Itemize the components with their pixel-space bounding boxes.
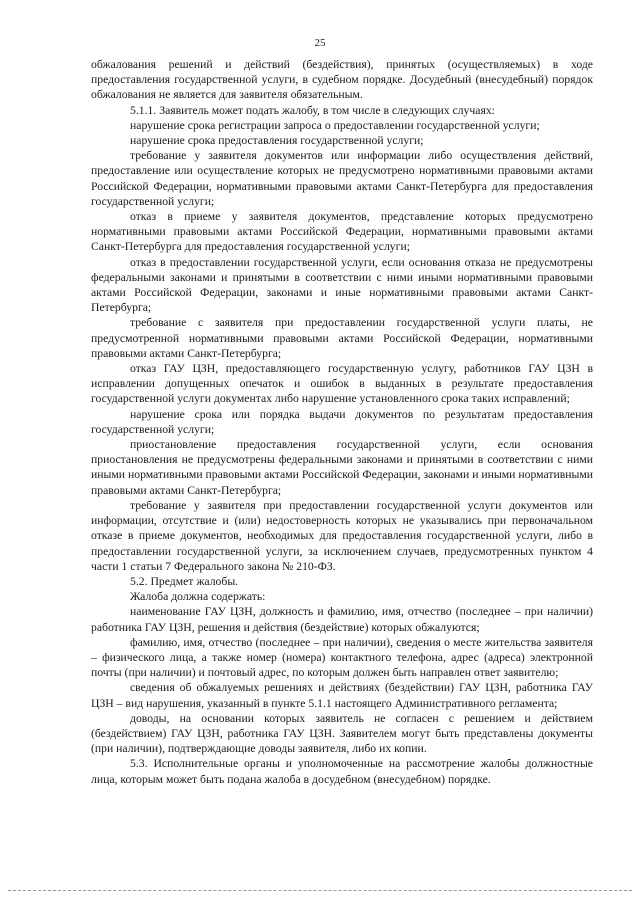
paragraph: доводы, на основании которых заявитель не согласен с решением и действием (бездействием) ГАУ ЦЗН, работника ГАУ ЦЗН. Заявителем могут быть представлены документы (при наличии), подтверждающие доводы заявителя, либо их копии. <box>91 711 593 756</box>
paragraph: отказ ГАУ ЦЗН, предоставляющего государственную услугу, работников ГАУ ЦЗН в исправлении допущенных опечаток и ошибок в выданных в результате предоставления государственной услуги документах либо нарушение установленного срока таких исправлений; <box>91 362 593 406</box>
paragraph: требование с заявителя при предоставлении государственной услуги платы, не предусмотренной нормативными правовыми актами Российской Федерации, нормативными правовыми актами Санкт-Петербурга; <box>91 316 593 360</box>
scan-edge-divider <box>8 890 632 891</box>
paragraph: нарушение срока предоставления государственной услуги; <box>130 134 424 148</box>
paragraph: нарушение срока регистрации запроса о предоставлении государственной услуги; <box>130 118 540 132</box>
paragraph: 5.3. Исполнительные органы и уполномоченные на рассмотрение жалобы должностные лица, которым может быть подана жалоба в досудебном (внесудебном) порядке. <box>91 757 593 786</box>
paragraph: 5.1.1. Заявитель может подать жалобу, в том числе в следующих случаях: <box>130 103 495 117</box>
paragraph: сведения об обжалуемых решениях и действиях (бездействии) ГАУ ЦЗН, работника ГАУ ЦЗН – вид нарушения, указанный в пункте 5.1.1 настоящего Административного регламента; <box>91 681 593 710</box>
paragraph: 5.2. Предмет жалобы. <box>130 574 239 588</box>
paragraph: нарушение срока или порядка выдачи документов по результатам предоставления государственной услуги; <box>91 407 593 436</box>
paragraph: Жалоба должна содержать: <box>130 590 266 604</box>
paragraph: обжалования решений и действий (бездействия), принятых (осуществляемых) в ходе предоставления государственной услуги, в судебном порядке. Досудебный (внесудебный) порядок обжалования не является для заявителя обязательным. <box>91 58 593 102</box>
paragraph: отказ в приеме у заявителя документов, представление которых предусмотрено нормативными правовыми актами Российской Федерации, нормативными правовыми актами Санкт-Петербурга для предоставления государственной услуги; <box>91 210 593 254</box>
document-body <box>91 57 593 787</box>
paragraph: требование у заявителя документов или информации либо осуществления действий, предоставление или осуществление которых не предусмотрено нормативными правовыми актами Российской Федерации, нормативными правовыми актами Санкт-Петербурга для предоставления государственной услуги; <box>91 149 593 208</box>
paragraph: наименование ГАУ ЦЗН, должность и фамилию, имя, отчество (последнее – при наличии) работника ГАУ ЦЗН, решения и действия (бездействие) которых обжалуются; <box>91 605 593 634</box>
paragraph: требование у заявителя при предоставлении государственной услуги документов или информации, отсутствие и (или) недостоверность которых не указывались при первоначальном отказе в приеме документов, необходимых для предоставления государственной услуги, либо в предоставлении государственной услуги, за исключением случаев, предусмотренных пунктом 4 части 1 статьи 7 Федерального закона № 210-ФЗ. <box>91 498 593 573</box>
page-number: 25 <box>314 37 326 49</box>
paragraph: фамилию, имя, отчество (последнее – при наличии), сведения о месте жительства заявителя – физического лица, а также номер (номера) контактного телефона, адрес (адреса) электронной почты (при наличии) и почтовый адрес, по которым должен быть направлен ответ заявителю; <box>91 635 593 680</box>
paragraph: приостановление предоставления государственной услуги, если основания приостановления не предусмотрены федеральными законами и принятыми в соответствии с ними иными нормативными правовыми актами Российской Федерации, законами и иными нормативными правовыми актами Санкт-Петербурга; <box>91 438 593 497</box>
paragraph: отказ в предоставлении государственной услуги, если основания отказа не предусмотрены федеральными законами и принятыми в соответствии с ними иными нормативными правовыми актами Российской Федерации, законами и иные нормативными правовыми актами Санкт-Петербурга; <box>91 255 593 315</box>
